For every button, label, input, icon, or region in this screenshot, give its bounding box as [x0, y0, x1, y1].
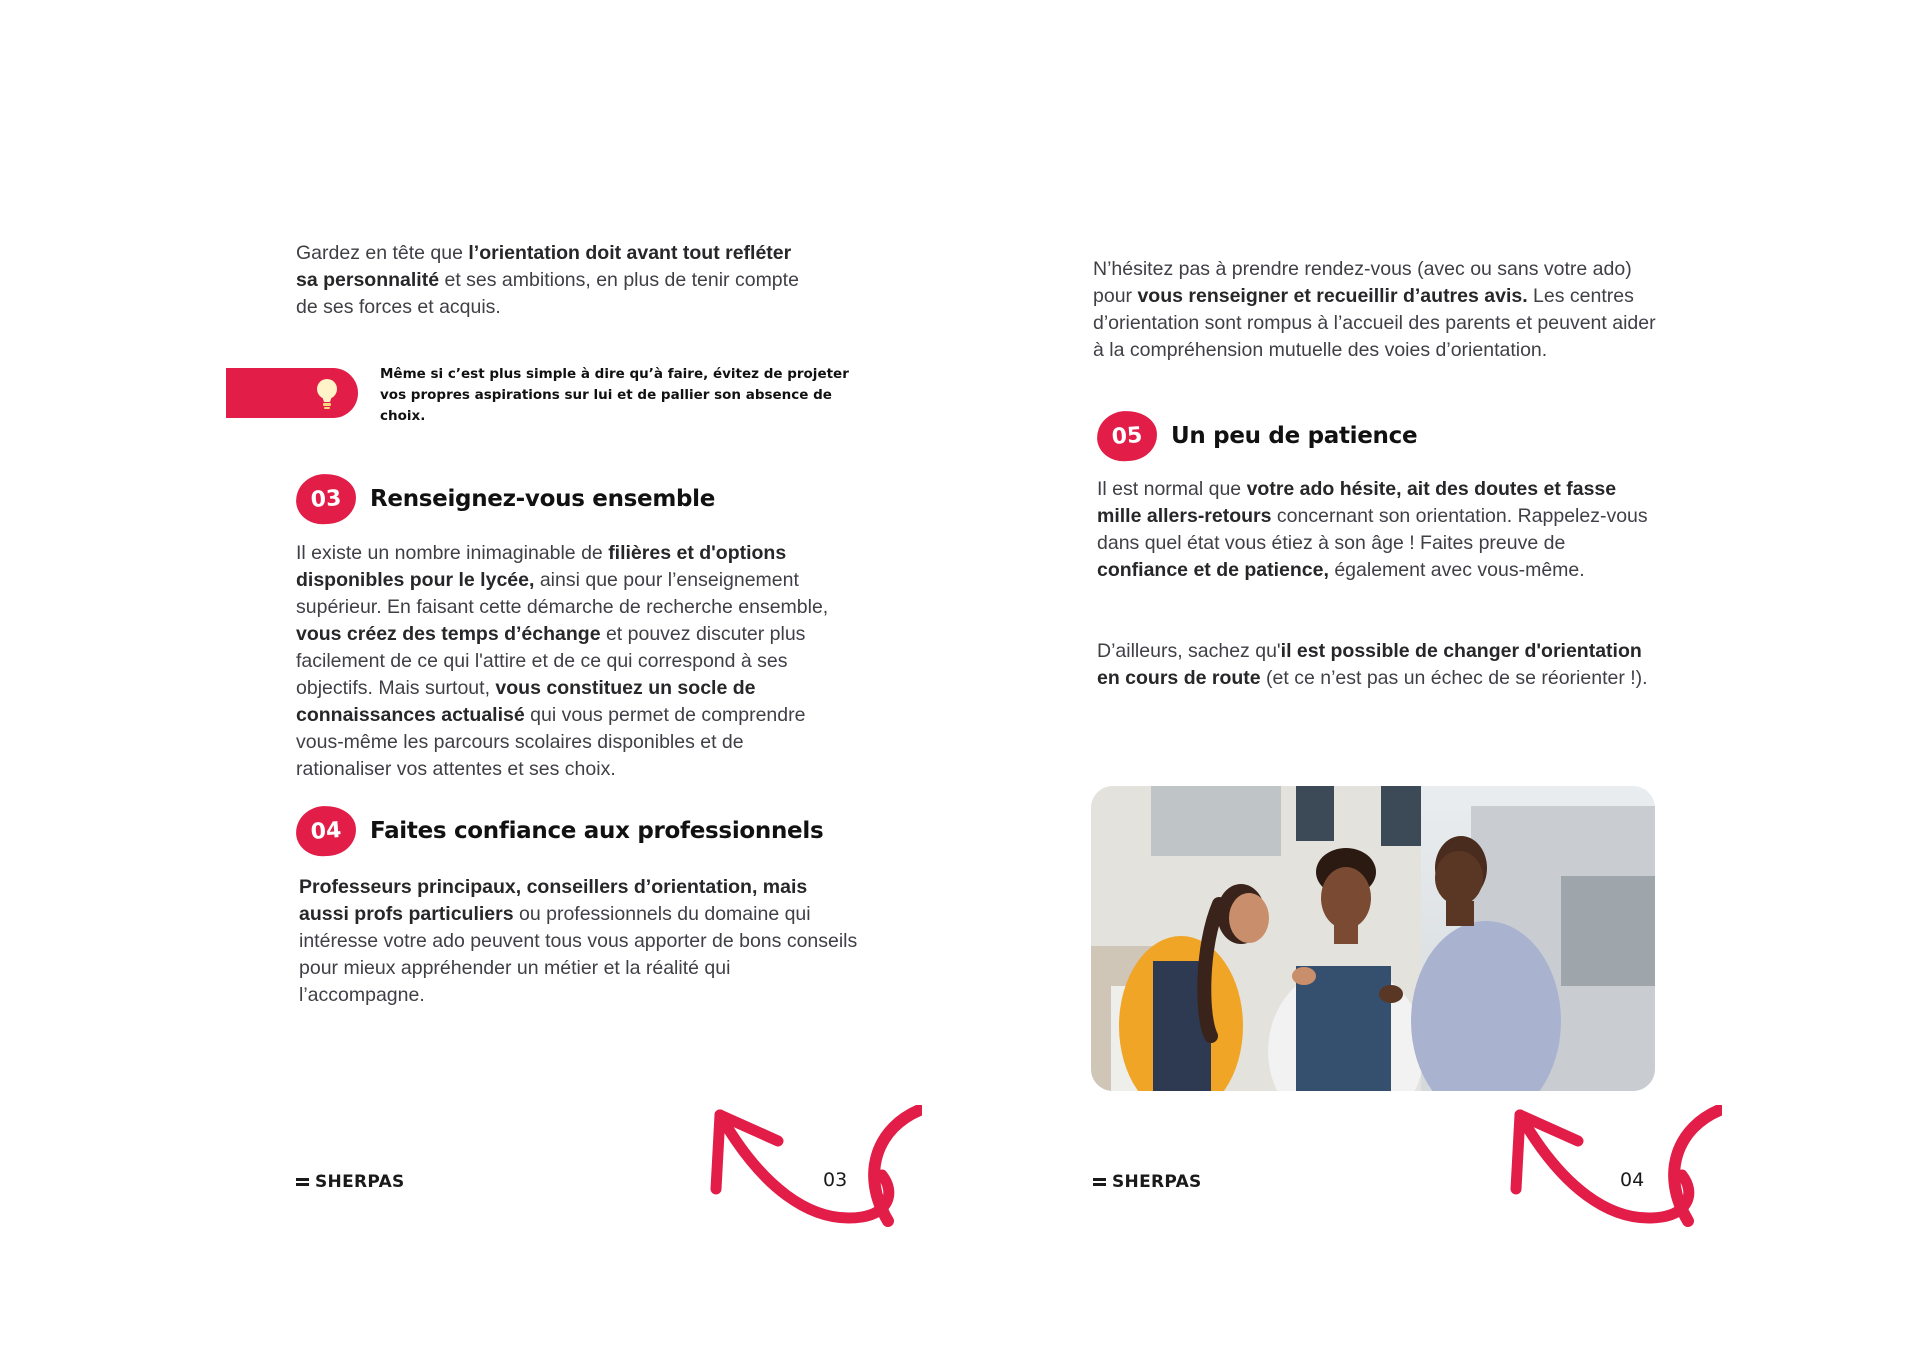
section-03-paragraph: Il existe un nombre inimaginable de filières et d'options disponibles pour le lycée, ainsi que pour l’enseignement supérieur. En faisant cette démarche de recherche ensemble, vous créez des temps d’échange et pouvez discuter plus facilement de ce qui l'attire et de ce qui correspond à ses objectifs. Mais surtout, vous constituez un socle de connaissances actualisé qui vous permet de comprendre vous-même les parcours scolaires disponibles et de rationaliser vos attentes et ses choix.: [296, 542, 829, 780]
section-05-paragraph-2: D’ailleurs, sachez qu'il est possible de changer d'orientation en cours de route (et ce n’est pas un échec de se réorienter !).: [1097, 640, 1648, 689]
page-number: 03: [823, 1169, 848, 1191]
logo-mark-icon: [1093, 1176, 1106, 1188]
section-heading-05: [1097, 411, 1417, 461]
section-number-badge: 04: [294, 804, 357, 858]
sherpas-logo: SHERPAS: [1093, 1172, 1202, 1192]
section-number-badge: 05: [1095, 409, 1158, 463]
section-title: Renseignez-vous ensemble: [370, 486, 716, 512]
section-05-paragraph-1: Il est normal que votre ado hésite, ait des doutes et fasse mille allers-retours concernant son orientation. Rappelez-vous dans quel état vous étiez à son âge ! Faites preuve de confiance et de patience, également avec vous-même.: [1097, 478, 1648, 581]
intro-paragraph: N’hésitez pas à prendre rendez-vous (avec ou sans votre ado) pour vous renseigner et recueillir d’autres avis. Les centres d’orientation sont rompus à l’accueil des parents et peuvent aider à la compréhension mutuelle des voies d’orientation.: [1093, 258, 1656, 361]
logo-mark-icon: [296, 1176, 309, 1188]
red-arrow-icon: [1500, 1105, 1722, 1235]
red-arrow-icon: [700, 1105, 922, 1235]
section-number-badge: 03: [294, 472, 357, 526]
section-heading-04: [296, 806, 823, 856]
section-title: Un peu de patience: [1171, 423, 1418, 449]
section-heading-03: [296, 474, 715, 524]
section-04-paragraph: Professeurs principaux, conseillers d’orientation, mais aussi profs particuliers ou professionnels du domaine qui intéresse votre ado peuvent tous vous apporter de bons conseils pour mieux appréhender un métier et la réalité qui l’accompagne.: [299, 876, 858, 1006]
family-photo: [1091, 786, 1655, 1091]
lightbulb-icon: [314, 377, 340, 411]
page-number: 04: [1620, 1169, 1645, 1191]
page-right: [960, 0, 1920, 1357]
tip-text: Même si c’est plus simple à dire qu’à faire, évitez de projeter vos propres aspirations sur lui et de pallier son absence de choix.: [380, 366, 849, 424]
section-title: Faites confiance aux professionnels: [370, 818, 824, 844]
intro-paragraph: Gardez en tête que l’orientation doit avant tout refléter sa personnalité et ses ambitions, en plus de tenir compte de ses forces et acquis.: [296, 242, 799, 318]
sherpas-logo: SHERPAS: [296, 1172, 405, 1192]
